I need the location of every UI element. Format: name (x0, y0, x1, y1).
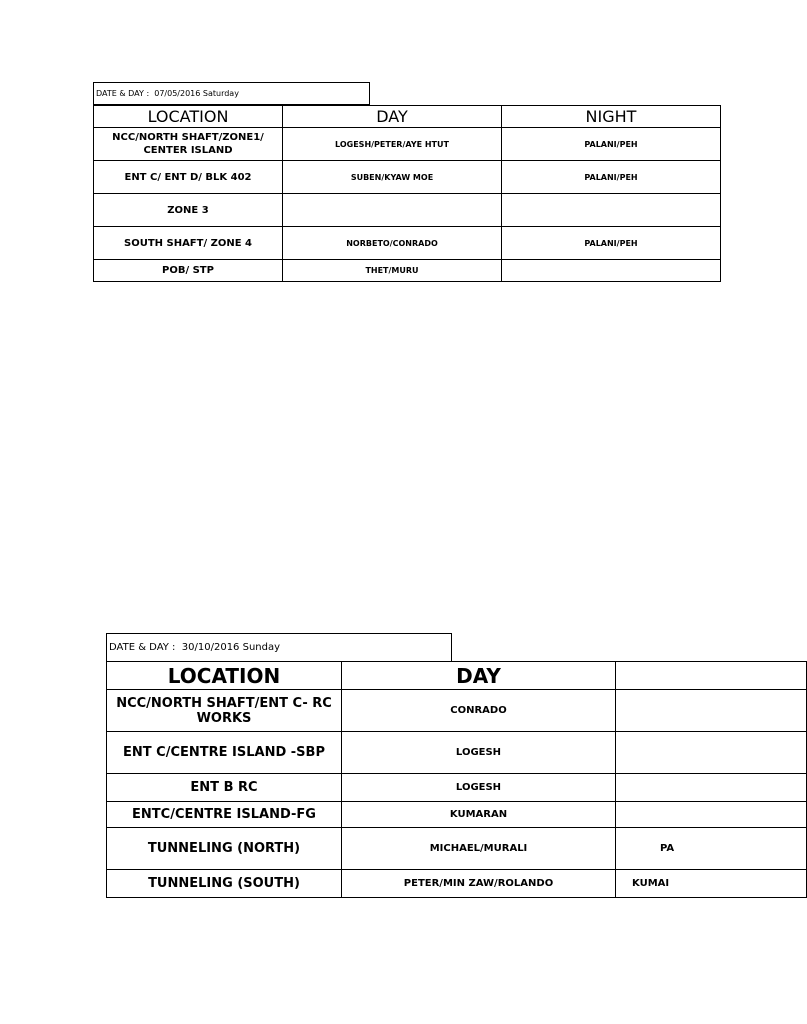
cell-day: LOGESH/PETER/AYE HTUT (283, 128, 502, 161)
cell-day: LOGESH (342, 732, 616, 774)
table-row (107, 828, 807, 870)
cell-night (616, 690, 807, 732)
cell-location: NCC/NORTH SHAFT/ENT C- RC WORKS (107, 690, 342, 732)
cell-location: TUNNELING (SOUTH) (107, 870, 342, 898)
sheet2-roster-table (106, 661, 807, 898)
table-row (107, 690, 807, 732)
cell-night: KUMAI (616, 870, 807, 898)
table-row (107, 870, 807, 898)
cell-location: ENT C/ ENT D/ BLK 402 (94, 161, 283, 194)
sheet2-date-box (106, 633, 452, 662)
table-header-row (107, 662, 807, 690)
table-row (107, 774, 807, 802)
header-location: LOCATION (107, 662, 342, 690)
sheet2-date-value: 30/10/2016 Sunday (181, 642, 281, 653)
cell-day: CONRADO (342, 690, 616, 732)
cell-day: MICHAEL/MURALI (342, 828, 616, 870)
cell-location: ENT C/CENTRE ISLAND -SBP (107, 732, 342, 774)
cell-location: ZONE 3 (94, 194, 283, 227)
cell-day: NORBETO/CONRADO (283, 227, 502, 260)
header-day: DAY (342, 662, 616, 690)
header-night (616, 662, 807, 690)
cell-location: NCC/NORTH SHAFT/ZONE1/ CENTER ISLAND (94, 128, 283, 161)
cell-night: PALANI/PEH (502, 227, 721, 260)
cell-night: PALANI/PEH (502, 161, 721, 194)
cell-location: ENT B RC (107, 774, 342, 802)
cell-location: TUNNELING (NORTH) (107, 828, 342, 870)
cell-location: ENTC/CENTRE ISLAND-FG (107, 802, 342, 828)
cell-night (616, 774, 807, 802)
cell-night: PALANI/PEH (502, 128, 721, 161)
cell-day: KUMARAN (342, 802, 616, 828)
cell-day: SUBEN/KYAW MOE (283, 161, 502, 194)
cell-location: POB/ STP (94, 260, 283, 282)
header-location: LOCATION (94, 106, 283, 128)
sheet2-date-label: DATE & DAY : (109, 642, 176, 653)
header-day: DAY (283, 106, 502, 128)
sheet1-date-value: 07/05/2016 Saturday (154, 89, 239, 98)
cell-night (616, 802, 807, 828)
cell-day: PETER/MIN ZAW/ROLANDO (342, 870, 616, 898)
cell-day: THET/MURU (283, 260, 502, 282)
sheet1-date-label: DATE & DAY : (96, 89, 150, 98)
table-row (107, 802, 807, 828)
cell-night (616, 732, 807, 774)
cell-day: LOGESH (342, 774, 616, 802)
table-row (107, 732, 807, 774)
cell-location: SOUTH SHAFT/ ZONE 4 (94, 227, 283, 260)
cell-night: PA (616, 828, 807, 870)
header-night: NIGHT (502, 106, 721, 128)
